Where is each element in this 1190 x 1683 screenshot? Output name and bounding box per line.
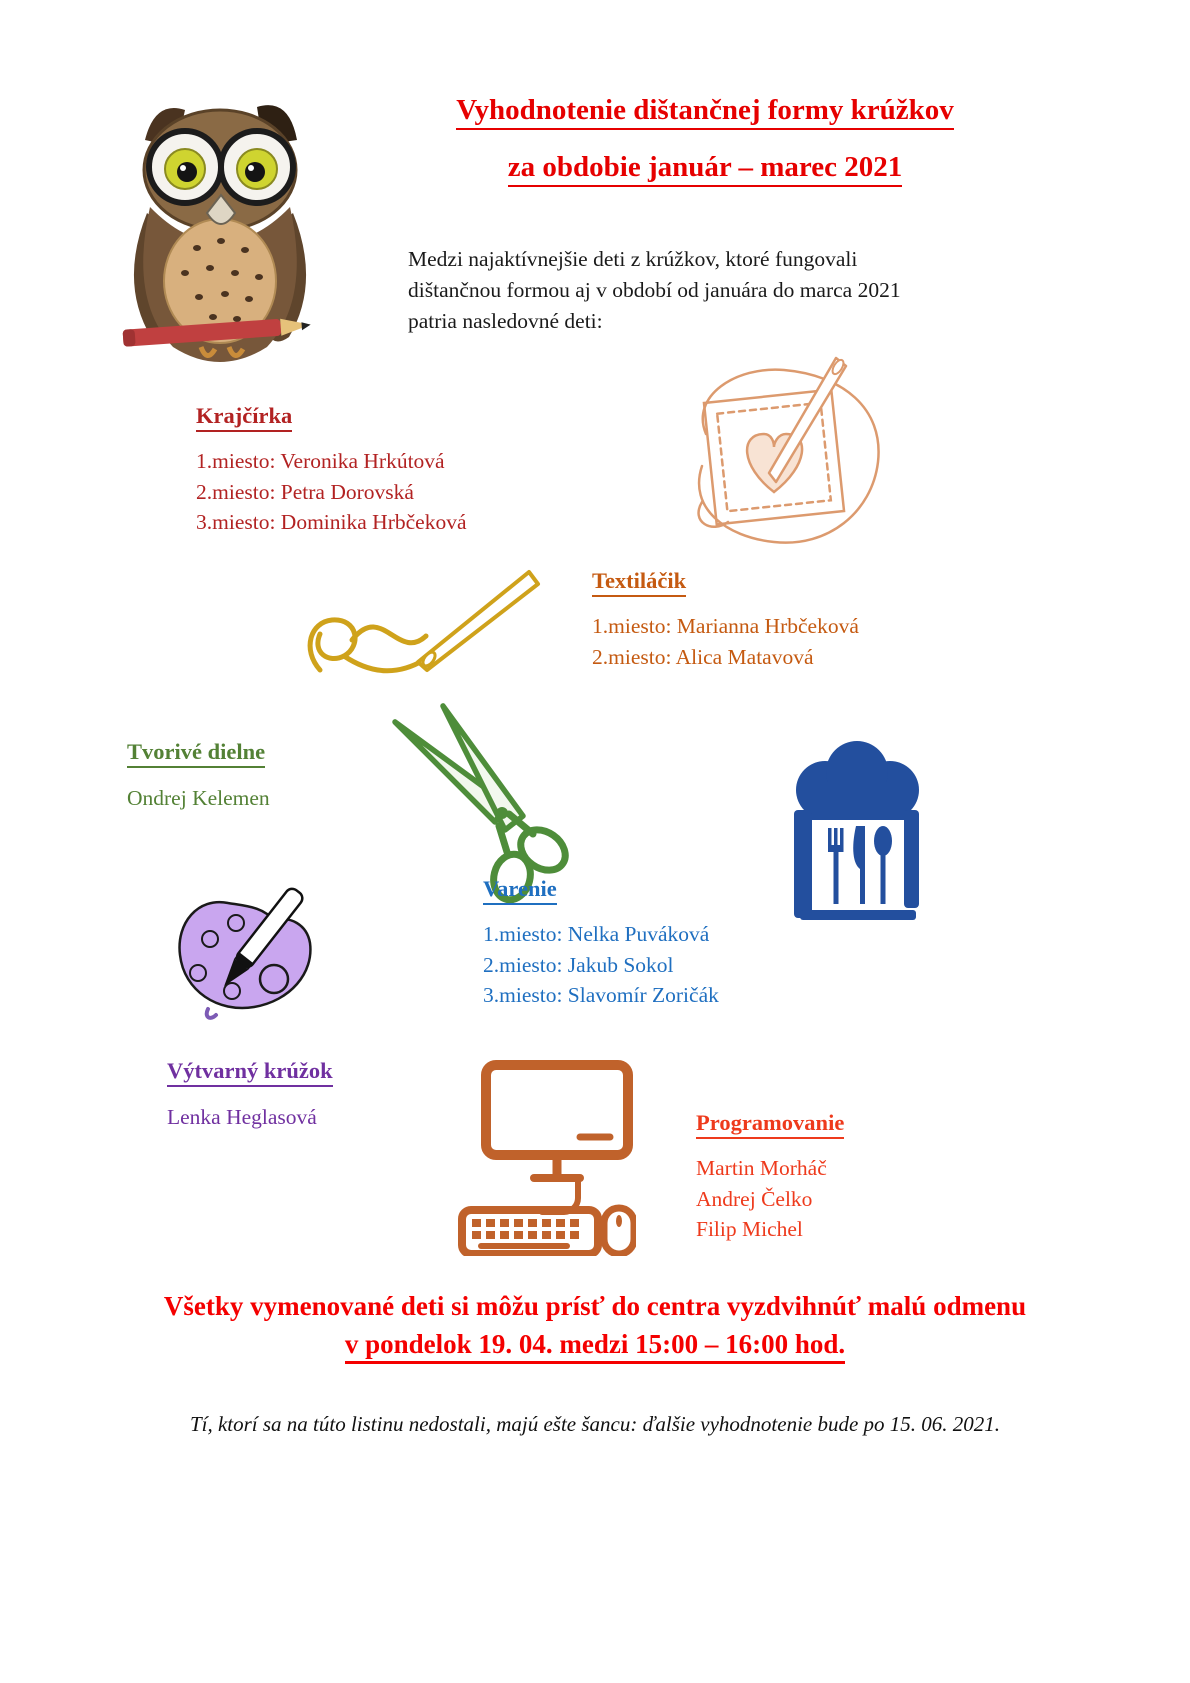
section-krajcirka [196,403,466,538]
vytvarny-kruzok-list [167,1102,333,1133]
vytvarny-kruzok-heading: Výtvarný krúžok [167,1058,333,1087]
footer-note: Tí, ktorí sa na túto listinu nedostali, majú ešte šancu: ďalšie vyhodnotenie bude po 15. 06. 2021. [189,1412,1001,1436]
chef-hat-icon [780,740,935,935]
paint-palette-icon [170,883,320,1038]
krajcirka-heading: Krajčírka [196,403,292,432]
section-programovanie [696,1110,844,1245]
list-item: 1.miesto: Marianna Hrbčeková [592,614,859,638]
list-item: 1.miesto: Nelka Puváková [483,922,710,946]
tvorive-dielne-heading: Tvorivé dielne [127,739,265,768]
section-varenie [483,876,719,1011]
section-textilacik [592,568,859,672]
computer-icon [458,1060,636,1256]
needle-thread-icon [300,558,545,693]
footer-announcement-line-1: Všetky vymenované deti si môžu prísť do centra vyzdvihnúť malú odmenu [163,1291,1027,1321]
list-item: 2.miesto: Jakub Sokol [483,952,674,977]
varenie-heading: Varenie [483,876,557,905]
section-vytvarny-kruzok [167,1058,333,1133]
title-line-1: Vyhodnotenie dištančnej formy krúžkov [395,94,1015,127]
tvorive-dielne-list [127,783,270,814]
list-item: Ondrej Kelemen [127,786,270,810]
intro-line: patria nasledovné deti: [408,309,603,333]
list-item: Martin Morháč [696,1156,827,1180]
list-item: 2.miesto: Petra Dorovská [196,479,414,504]
title-line-2: za obdobie január – marec 2021 [395,151,1015,184]
textilacik-heading: Textiláčik [592,568,686,597]
varenie-list [483,919,719,1011]
footer-announcement-line-2: v pondelok 19. 04. medzi 15:00 – 16:00 hod. [0,1329,1190,1360]
owl-icon [115,85,330,385]
section-tvorive-dielne [127,739,270,814]
krajcirka-list [196,446,466,538]
list-item: Filip Michel [696,1217,803,1241]
page-title [395,94,1015,184]
intro-paragraph [408,244,1028,337]
textilacik-list [592,611,859,672]
list-item: 2.miesto: Alica Matavová [592,644,814,669]
list-item: 1.miesto: Veronika Hrkútová [196,449,445,473]
list-item: Andrej Čelko [696,1186,813,1211]
list-item: 3.miesto: Dominika Hrbčeková [196,510,467,534]
list-item: Lenka Heglasová [167,1105,317,1129]
intro-line: dištančnou formou aj v období od januára do marca 2021 [408,278,901,302]
intro-line: Medzi najaktívnejšie deti z krúžkov, ktoré fungovali [408,247,858,271]
programovanie-list [696,1153,844,1245]
embroidery-heart-needle-icon [672,350,892,562]
list-item: 3.miesto: Slavomír Zoričák [483,983,719,1007]
programovanie-heading: Programovanie [696,1110,844,1139]
